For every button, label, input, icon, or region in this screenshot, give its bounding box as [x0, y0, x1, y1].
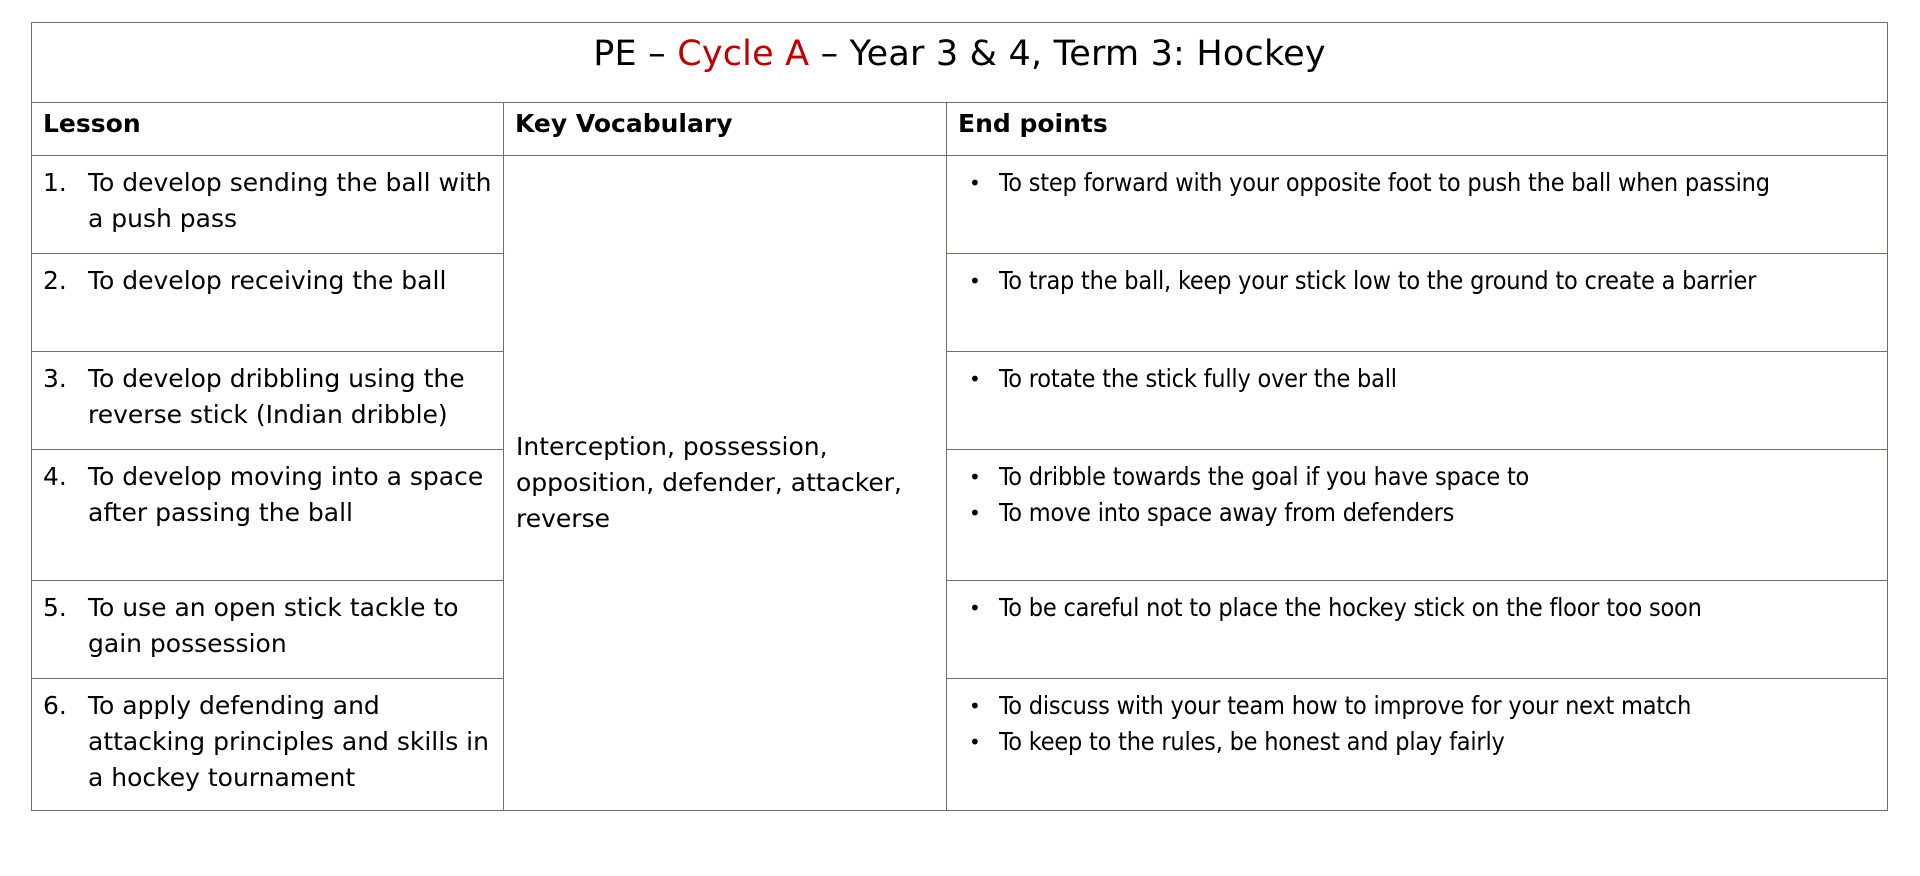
lesson-text: To develop receiving the ball: [88, 266, 447, 295]
lesson-number: 3.: [43, 364, 67, 393]
header-label-end-points: End points: [958, 109, 1108, 138]
end-point-item: [947, 590, 1875, 626]
page-title: [593, 34, 1326, 74]
lesson-text: To develop sending the ball with a push pass: [88, 168, 492, 233]
lesson-number: 2.: [43, 266, 67, 295]
end-point-item: [947, 165, 1875, 201]
lesson-number: 4.: [43, 462, 67, 491]
lesson-cell-6: [32, 679, 504, 811]
lesson-text: To develop dribbling using the reverse stick (Indian dribble): [88, 364, 465, 429]
header-cell-lesson: [32, 103, 504, 156]
lesson-item: [32, 165, 493, 237]
end-point-text: To keep to the rules, be honest and play fairly: [999, 727, 1505, 756]
title-cell: [32, 23, 1888, 103]
title-suffix: – Year 3 & 4, Term 3: Hockey: [809, 34, 1326, 74]
bullet-icon: •: [969, 730, 981, 754]
end-point-item: [947, 361, 1875, 397]
lesson-item: [32, 590, 493, 662]
end-point-text: To discuss with your team how to improve for your next match: [999, 691, 1692, 720]
lesson-cell-5: [32, 581, 504, 679]
end-points-cell-5: [947, 581, 1888, 679]
end-point-text: To step forward with your opposite foot to push the ball when passing: [999, 168, 1770, 197]
curriculum-table: [31, 22, 1888, 811]
end-points-cell-1: [947, 156, 1888, 254]
end-points-cell-2: [947, 254, 1888, 352]
title-accent: Cycle A: [677, 34, 810, 74]
title-prefix: PE –: [593, 34, 678, 74]
end-points-cell-4: [947, 450, 1888, 581]
lesson-cell-1: [32, 156, 504, 254]
bullet-icon: •: [969, 694, 981, 718]
lesson-cell-2: [32, 254, 504, 352]
end-point-text: To trap the ball, keep your stick low to the ground to create a barrier: [999, 266, 1757, 295]
lesson-cell-3: [32, 352, 504, 450]
lesson-text: To develop moving into a space after passing the ball: [88, 462, 484, 527]
table-row: [32, 352, 1888, 450]
header-cell-key-vocabulary: [504, 103, 947, 156]
bullet-icon: •: [969, 465, 981, 489]
header-label-lesson: Lesson: [43, 109, 141, 138]
curriculum-sheet: [31, 22, 1887, 811]
lesson-item: [32, 263, 493, 299]
bullet-icon: •: [969, 367, 981, 391]
lesson-text: To apply defending and attacking principles and skills in a hockey tournament: [88, 691, 489, 792]
lesson-number: 5.: [43, 593, 67, 622]
end-point-item: [947, 459, 1875, 495]
end-point-text: To dribble towards the goal if you have space to: [999, 462, 1530, 491]
table-row: [32, 679, 1888, 811]
table-row: [32, 156, 1888, 254]
column-header-row: [32, 103, 1888, 156]
end-points-cell-3: [947, 352, 1888, 450]
lesson-text: To use an open stick tackle to gain possession: [88, 593, 459, 658]
bullet-icon: •: [969, 171, 981, 195]
lesson-number: 6.: [43, 691, 67, 720]
key-vocabulary-cell: [504, 156, 947, 811]
table-row: [32, 581, 1888, 679]
bullet-icon: •: [969, 501, 981, 525]
header-label-key-vocabulary: Key Vocabulary: [515, 109, 733, 138]
bullet-icon: •: [969, 596, 981, 620]
end-points-cell-6: [947, 679, 1888, 811]
end-point-item: [947, 688, 1875, 724]
title-row: [32, 23, 1888, 103]
lesson-number: 1.: [43, 168, 67, 197]
lesson-item: [32, 688, 493, 796]
key-vocabulary-text: Interception, possession, opposition, defender, attacker, reverse: [516, 432, 902, 533]
end-point-text: To be careful not to place the hockey stick on the floor too soon: [999, 593, 1702, 622]
end-point-item: [947, 495, 1875, 531]
end-point-item: [947, 263, 1875, 299]
table-row: [32, 450, 1888, 581]
header-cell-end-points: [947, 103, 1888, 156]
bullet-icon: •: [969, 269, 981, 293]
lesson-item: [32, 361, 493, 433]
lesson-item: [32, 459, 493, 531]
end-point-item: [947, 724, 1875, 760]
end-point-text: To move into space away from defenders: [999, 498, 1455, 527]
end-point-text: To rotate the stick fully over the ball: [999, 364, 1397, 393]
table-row: [32, 254, 1888, 352]
lesson-cell-4: [32, 450, 504, 581]
